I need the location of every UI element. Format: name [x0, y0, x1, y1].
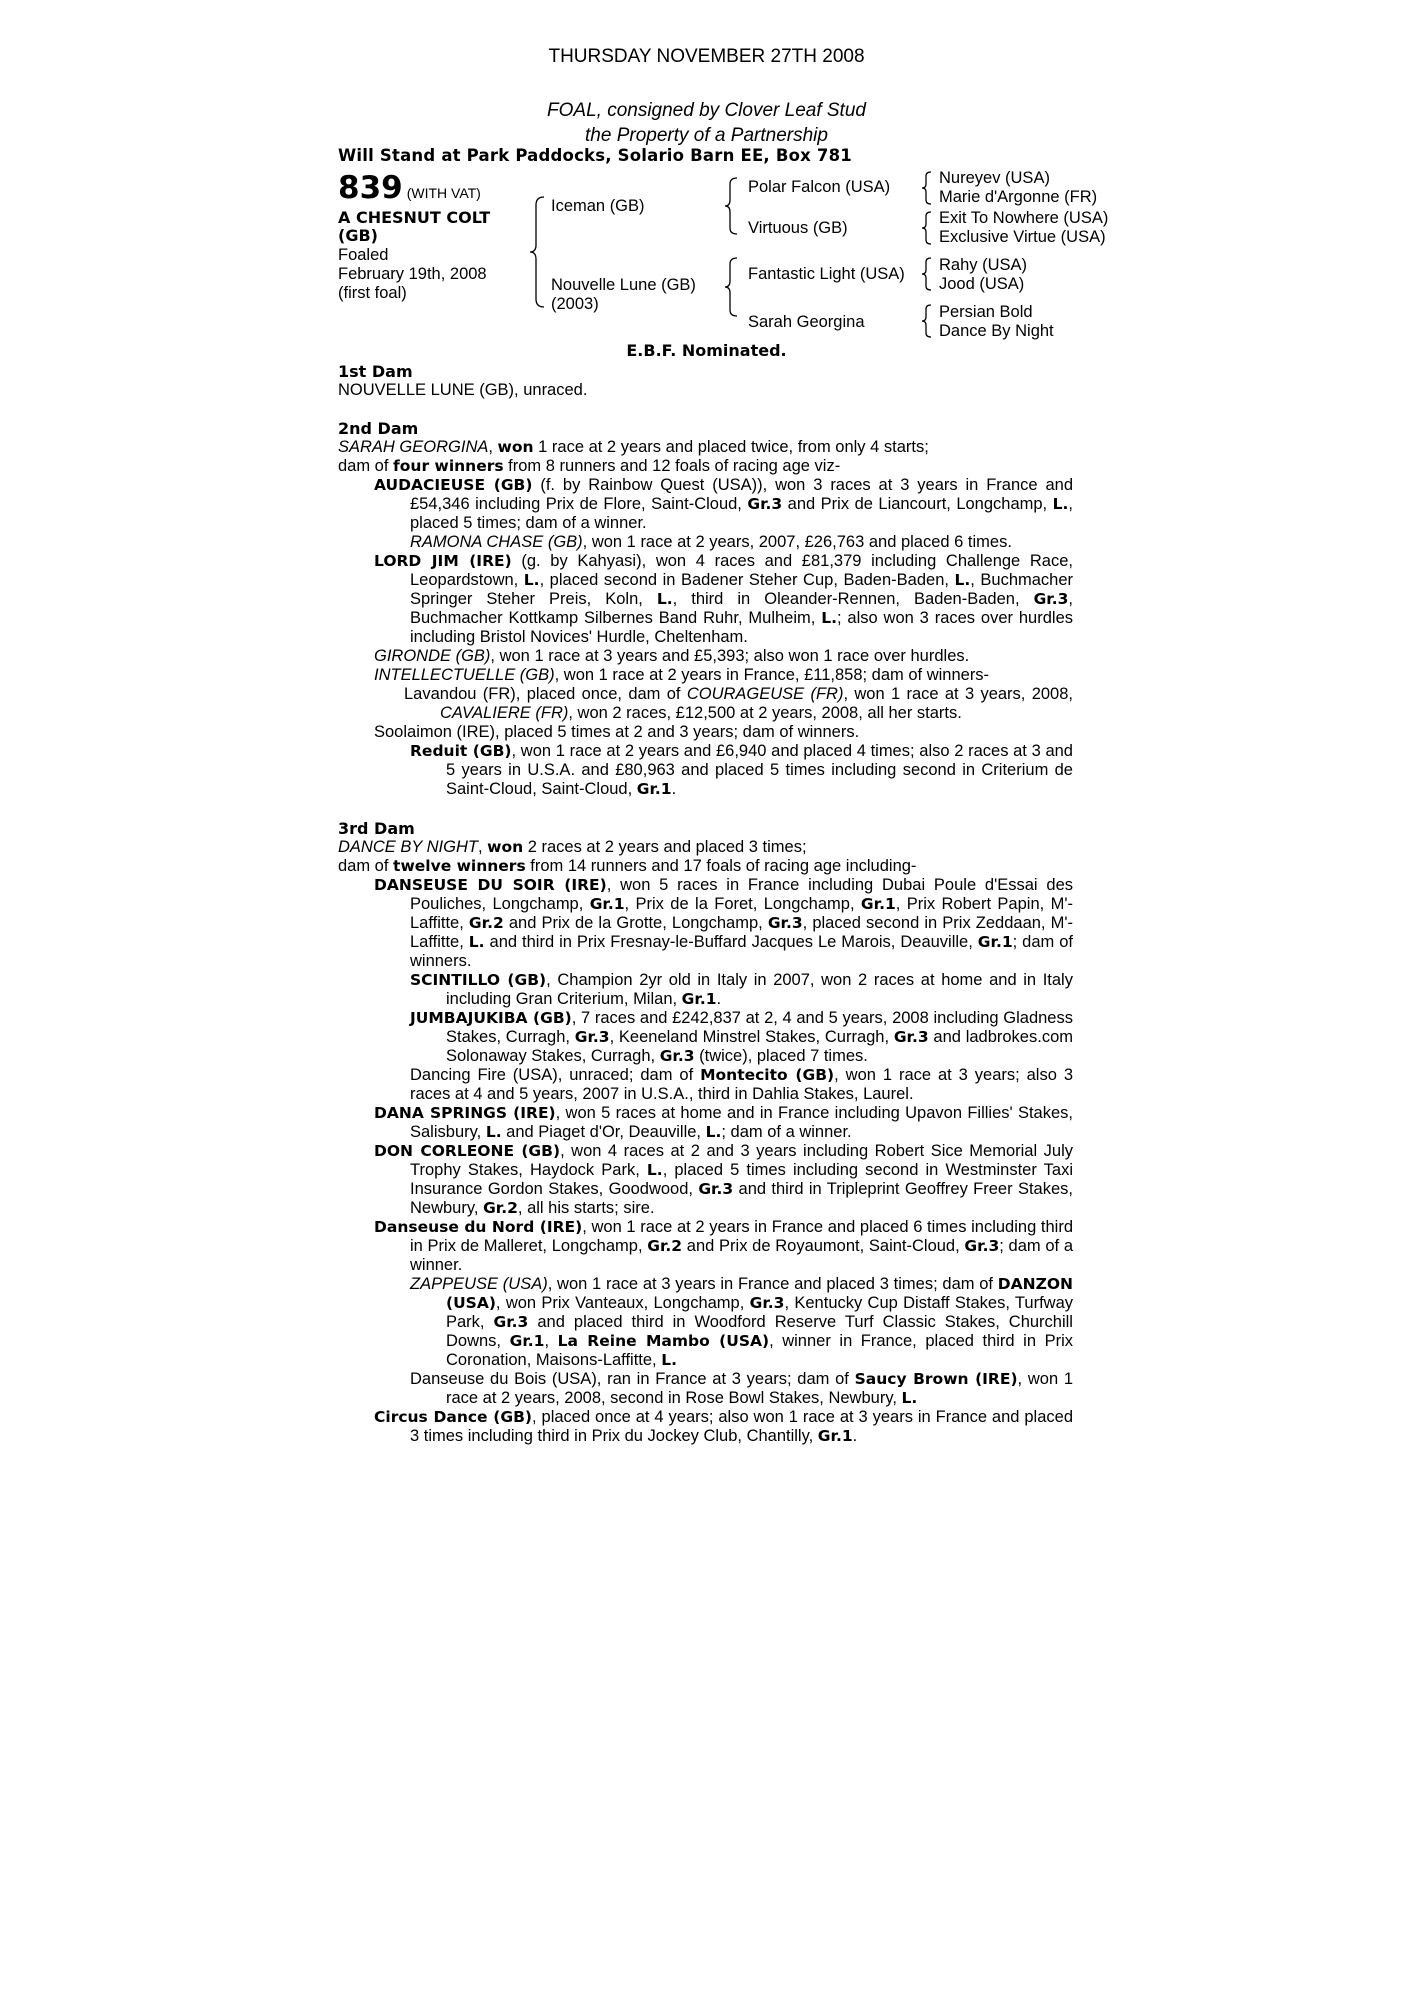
produce-entry: AUDACIEUSE (GB) (f. by Rainbow Quest (USA)), won 3 races at 3 years in France and £54,346 including Prix de Flore, Saint-Cloud, Gr.3 and Prix de Liancourt, Longchamp, L., placed 5 times; dam of a winner.: [374, 476, 1074, 532]
sire-sire: Polar Falcon (USA): [748, 178, 891, 196]
foaled-date: February 19th, 2008: [338, 265, 487, 283]
produce-entry: Lavandou (FR), placed once, dam of COURAGEUSE (FR), won 1 race at 3 years, 2008, CAVALIERE (FR), won 2 races, £12,500 at 2 years, 2008, all her starts.: [404, 685, 1073, 722]
pedigree-bracket-gg1: [920, 170, 934, 206]
produce-entry: DON CORLEONE (GB), won 4 races at 2 and 3 years including Robert Sice Memorial July Trophy Stakes, Haydock Park, L., placed 5 times including second in Westminster Taxi Insurance Gordon Stakes, Goodwood, Gr.3 and third in Tripleprint Geoffrey Freer Stakes, Newbury, Gr.2, all his starts; sire.: [374, 1142, 1074, 1217]
pedigree-bracket-gg3: [920, 256, 934, 292]
produce-entry: Dancing Fire (USA), unraced; dam of Montecito (GB), won 1 race at 3 years; also 3 races at 4 and 5 years, 2007 in U.S.A., third in Dahlia Stakes, Laurel.: [410, 1066, 1073, 1103]
stand-location: Will Stand at Park Paddocks, Solario Barn EE, Box 781: [338, 146, 852, 165]
gg-parent-4: Exclusive Virtue (USA): [939, 228, 1106, 246]
dam-dam: Sarah Georgina: [748, 313, 865, 331]
dam-sire: Fantastic Light (USA): [748, 265, 905, 283]
produce-entry: Circus Dance (GB), placed once at 4 years; also won 1 race at 3 years in France and placed 3 times including third in Prix du Jockey Club, Chantilly, Gr.1.: [374, 1408, 1073, 1445]
produce-entry: INTELLECTUELLE (GB), won 1 race at 2 years in France, £11,858; dam of winners-: [374, 666, 990, 684]
lot-number-block: [338, 170, 481, 206]
gg-parent-7: Persian Bold: [939, 303, 1033, 321]
gg-parent-6: Jood (USA): [939, 275, 1025, 293]
pedigree-bracket-gg4: [920, 303, 934, 339]
pedigree-bracket-sire: [723, 176, 741, 238]
vat-label: (WITH VAT): [406, 185, 481, 201]
produce-entry: Danseuse du Nord (IRE), won 1 race at 2 years in France and placed 6 times including third in Prix de Malleret, Longchamp, Gr.2 and Prix de Royaumont, Saint-Cloud, Gr.3; dam of a winner.: [374, 1218, 1074, 1274]
first-dam-text: NOUVELLE LUNE (GB), unraced.: [338, 381, 588, 399]
produce-entry: ZAPPEUSE (USA), won 1 race at 3 years in France and placed 3 times; dam of DANZON (USA), won Prix Vanteaux, Longchamp, Gr.3, Kentucky Cup Distaff Stakes, Turfway Park, Gr.3 and placed third in Woodford Reserve Turf Classic Stakes, Churchill Downs, Gr.1, La Reine Mambo (USA), winner in France, placed third in Prix Coronation, Maisons-Laffitte, L.: [410, 1275, 1074, 1369]
pedigree-bracket-dam: [723, 256, 741, 320]
second-dam-section: [338, 419, 1073, 799]
third-dam-summary: DANCE BY NIGHT, won 2 races at 2 years and placed 3 times;: [338, 838, 807, 856]
produce-entry: DANSEUSE DU SOIR (IRE), won 5 races in France including Dubai Poule d'Essai des Pouliches, Longchamp, Gr.1, Prix de la Foret, Longchamp, Gr.1, Prix Robert Papin, M'-Laffitte, Gr.2 and Prix de la Grotte, Longchamp, Gr.3, placed second in Prix Zeddaan, M'-Laffitte, L. and third in Prix Fresnay-le-Buffard Jacques Le Marois, Deauville, Gr.1; dam of winners.: [374, 876, 1073, 970]
gg-parent-1: Nureyev (USA): [939, 169, 1050, 187]
produce-entry: DANA SPRINGS (IRE), won 5 races at home and in France including Upavon Fillies' Stakes, Salisbury, L. and Piaget d'Or, Deauville, L.; dam of a winner.: [374, 1104, 1073, 1141]
foaled-label: Foaled: [338, 246, 389, 264]
pedigree-bracket-main: [528, 195, 548, 310]
produce-entry: Reduit (GB), won 1 race at 2 years and £6,940 and placed 4 times; also 2 races at 3 and 5 years in U.S.A. and £80,963 and placed 5 times including second in Criterium de Saint-Cloud, Saint-Cloud, Gr.1.: [410, 742, 1073, 798]
foaled-info: [338, 246, 487, 303]
produce-entry: LORD JIM (IRE) (g. by Kahyasi), won 4 races and £81,379 including Challenge Race, Leopardstown, L., placed second in Badener Steher Cup, Baden-Baden, L., Buchmacher Springer Steher Preis, Koln, L., third in Oleander-Rennen, Baden-Baden, Gr.3, Buchmacher Kottkamp Silbernes Band Ruhr, Mulheim, L.; also won 3 races over hurdles including Bristol Novices' Hurdle, Cheltenham.: [374, 552, 1074, 646]
dam-name: Nouvelle Lune (GB): [551, 276, 696, 294]
produce-entry: JUMBAJUKIBA (GB), 7 races and £242,837 at 2, 4 and 5 years, 2008 including Gladness Stakes, Curragh, Gr.3, Keeneland Minstrel Stakes, Curragh, Gr.3 and ladbrokes.com Solonaway Stakes, Curragh, Gr.3 (twice), placed 7 times.: [410, 1009, 1073, 1065]
produce-entry: Soolaimon (IRE), placed 5 times at 2 and 3 years; dam of winners.: [374, 723, 860, 741]
gg-parent-2: Marie d'Argonne (FR): [939, 188, 1098, 206]
first-dam-section: [338, 362, 1073, 400]
foal-order: (first foal): [338, 284, 407, 302]
sire-dam: Virtuous (GB): [748, 219, 848, 237]
third-dam-heading: 3rd Dam: [338, 819, 415, 838]
gg-parent-3: Exit To Nowhere (USA): [939, 209, 1109, 227]
third-dam-produce-summary: dam of twelve winners from 14 runners and 17 foals of racing age including-: [338, 857, 917, 875]
produce-entry: RAMONA CHASE (GB), won 1 race at 2 years, 2007, £26,763 and placed 6 times.: [410, 533, 1012, 551]
second-dam-heading: 2nd Dam: [338, 419, 419, 438]
produce-entry: SCINTILLO (GB), Champion 2yr old in Italy in 2007, won 2 races at home and in Italy including Gran Criterium, Milan, Gr.1.: [410, 971, 1073, 1008]
sire-name: Iceman (GB): [551, 197, 645, 215]
gg-parent-8: Dance By Night: [939, 322, 1054, 340]
dam-year: (2003): [551, 295, 599, 313]
produce-entry: GIRONDE (GB), won 1 race at 3 years and £5,393; also won 1 race over hurdles.: [374, 647, 970, 665]
second-dam-summary: SARAH GEORGINA, won 1 race at 2 years and placed twice, from only 4 starts;: [338, 438, 929, 456]
produce-entry: Danseuse du Bois (USA), ran in France at 3 years; dam of Saucy Brown (IRE), won 1 race at 2 years, 2008, second in Rose Bowl Stakes, Newbury, L.: [410, 1370, 1074, 1407]
lot-name-line1: A CHESNUT COLT: [338, 208, 491, 227]
lot-name: [338, 209, 490, 245]
ebf-nominated: E.B.F. Nominated.: [626, 341, 787, 360]
lot-name-line2: (GB): [338, 226, 378, 245]
lot-number: 839: [338, 170, 403, 206]
pedigree-bracket-gg2: [920, 210, 934, 246]
second-dam-produce-summary: dam of four winners from 8 runners and 12 foals of racing age viz-: [338, 457, 841, 475]
third-dam-section: [338, 819, 1073, 1446]
gg-parent-5: Rahy (USA): [939, 256, 1028, 274]
first-dam-heading: 1st Dam: [338, 362, 413, 381]
property-line: the Property of a Partnership: [585, 125, 828, 146]
consignor-block: [0, 98, 1413, 148]
consignor-line: FOAL, consigned by Clover Leaf Stud: [547, 100, 866, 121]
sale-date: THURSDAY NOVEMBER 27TH 2008: [548, 46, 865, 67]
